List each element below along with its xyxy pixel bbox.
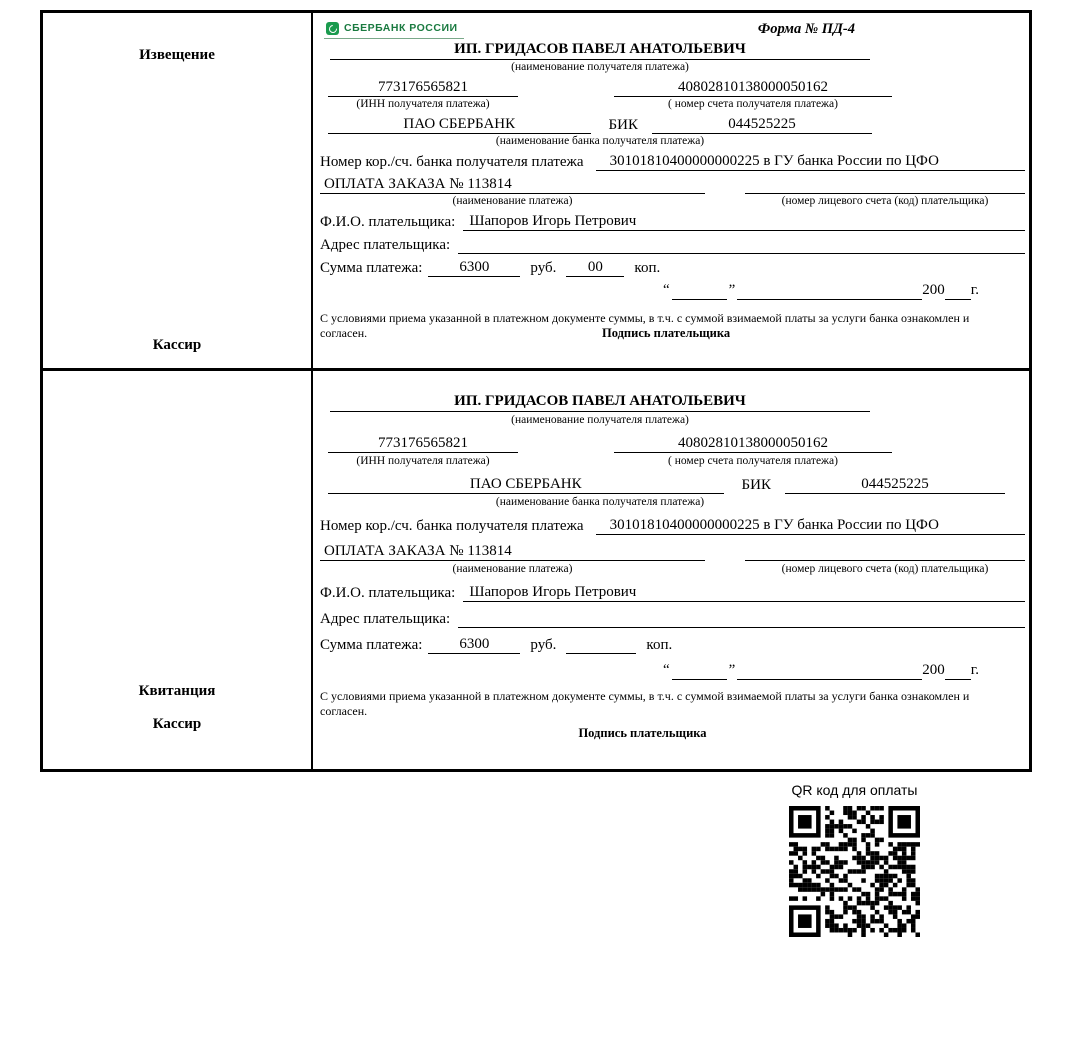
sberbank-logo-icon	[326, 22, 339, 35]
recipient-caption: (наименование получателя платежа)	[511, 61, 689, 74]
terms-text: С условиями приема указанной в платежном документе суммы, в т.ч. с суммой взимаемой платы за услуги банка ознакомлен и согласен.	[320, 310, 970, 340]
payment-purpose-caption: (наименование платежа)	[452, 563, 573, 576]
year-suffix: г.	[970, 662, 979, 679]
payer-name-label: Ф.И.О. плательщика:	[320, 584, 456, 601]
notice-section	[43, 13, 1029, 371]
bik-value: 044525225	[785, 476, 1005, 494]
year-suffix: г.	[970, 282, 979, 299]
rub-label: руб.	[530, 637, 557, 654]
bik-label: БИК	[741, 476, 771, 493]
year-field	[945, 283, 971, 300]
payer-name-value: Шапоров Игорь Петрович	[463, 584, 1025, 602]
quote-open: “	[662, 662, 670, 679]
corr-account-value: 30101810400000000225 в ГУ банка России по ЦФО	[596, 153, 1025, 171]
corr-account-label: Номер кор./сч. банка получателя платежа	[320, 517, 584, 534]
payment-form-pd4	[40, 10, 1032, 772]
year-prefix: 200	[922, 282, 945, 299]
notice-form	[313, 13, 1029, 368]
account-caption: ( номер счета получателя платежа)	[668, 455, 838, 468]
year-field	[945, 663, 971, 680]
date-month-field	[737, 663, 922, 680]
amount-kop-value: 00	[566, 259, 624, 277]
amount-label: Сумма платежа:	[320, 637, 423, 654]
sberbank-logo-text: СБЕРБАНК РОССИИ	[344, 22, 458, 35]
quote-close: ”	[728, 662, 736, 679]
receipt-form	[313, 371, 1029, 769]
bank-name-value: ПАО СБЕРБАНК	[328, 116, 591, 134]
amount-label: Сумма платежа:	[320, 260, 423, 277]
recipient-name: ИП. ГРИДАСОВ ПАВЕЛ АНАТОЛЬЕВИЧ	[330, 41, 870, 60]
inn-value: 773176565821	[328, 435, 518, 453]
receipt-label: Квитанция	[138, 683, 216, 699]
date-month-field	[737, 283, 922, 300]
receipt-section	[43, 371, 1029, 769]
rub-label: руб.	[530, 260, 557, 277]
qr-code	[789, 806, 920, 937]
date-day-field	[672, 663, 727, 680]
inn-value: 773176565821	[328, 79, 518, 97]
quote-close: ”	[728, 282, 736, 299]
personal-account-field	[745, 543, 1025, 561]
bik-value: 044525225	[652, 116, 872, 134]
account-value: 40802810138000050162	[614, 79, 892, 97]
form-number: Форма № ПД-4	[757, 21, 855, 37]
recipient-caption: (наименование получателя платежа)	[511, 414, 689, 427]
date-line	[320, 662, 979, 679]
payer-signature-label: Подпись плательщика	[578, 725, 707, 740]
payer-address-value	[458, 236, 1025, 254]
notice-label: Извещение	[139, 47, 215, 63]
payer-name-value: Шапоров Игорь Петрович	[463, 213, 1025, 231]
bik-label: БИК	[608, 116, 638, 133]
notice-header	[324, 21, 1023, 39]
quote-open: “	[662, 282, 670, 299]
payer-address-label: Адрес плательщика:	[320, 236, 451, 253]
amount-rub-value: 6300	[428, 259, 520, 277]
payer-address-label: Адрес плательщика:	[320, 610, 451, 627]
payer-name-label: Ф.И.О. плательщика:	[320, 213, 456, 230]
corr-account-label: Номер кор./сч. банка получателя платежа	[320, 153, 584, 170]
recipient-name: ИП. ГРИДАСОВ ПАВЕЛ АНАТОЛЬЕВИЧ	[330, 393, 870, 412]
qr-caption: QR код для оплаты	[791, 782, 918, 798]
amount-rub-value: 6300	[428, 636, 520, 654]
terms-block	[320, 311, 1025, 341]
year-prefix: 200	[922, 662, 945, 679]
account-caption: ( номер счета получателя платежа)	[668, 98, 838, 111]
notice-cashier-label: Кассир	[152, 337, 202, 353]
receipt-left-column	[43, 371, 313, 769]
receipt-cashier-label: Кассир	[152, 716, 202, 732]
qr-area	[752, 782, 957, 937]
payment-purpose-value: ОПЛАТА ЗАКАЗА № 113814	[320, 543, 705, 561]
terms-text: С условиями приема указанной в платежном документе суммы, в т.ч. с суммой взимаемой платы за услуги банка ознакомлен и согласен.	[320, 688, 970, 718]
corr-account-value: 30101810400000000225 в ГУ банка России по ЦФО	[596, 517, 1025, 535]
amount-kop-value	[566, 653, 636, 654]
payment-purpose-caption: (наименование платежа)	[452, 195, 573, 208]
personal-account-caption: (номер лицевого счета (код) плательщика)	[781, 195, 989, 208]
inn-caption: (ИНН получателя платежа)	[356, 98, 490, 111]
kop-label: коп.	[634, 260, 661, 277]
notice-left-column	[43, 13, 313, 368]
sberbank-logo	[324, 21, 464, 39]
payer-address-value	[458, 610, 1025, 628]
date-day-field	[672, 283, 727, 300]
date-line	[320, 282, 979, 299]
payer-signature-label: Подпись плательщика	[602, 326, 731, 341]
bank-name-caption: (наименование банка получателя платежа)	[495, 496, 705, 509]
bank-name-value: ПАО СБЕРБАНК	[328, 476, 724, 494]
kop-label: коп.	[646, 637, 673, 654]
personal-account-caption: (номер лицевого счета (код) плательщика)	[781, 563, 989, 576]
payment-purpose-value: ОПЛАТА ЗАКАЗА № 113814	[320, 176, 705, 194]
bank-name-caption: (наименование банка получателя платежа)	[495, 135, 705, 148]
terms-block	[320, 689, 1025, 740]
inn-caption: (ИНН получателя платежа)	[356, 455, 490, 468]
account-value: 40802810138000050162	[614, 435, 892, 453]
personal-account-field	[745, 176, 1025, 194]
